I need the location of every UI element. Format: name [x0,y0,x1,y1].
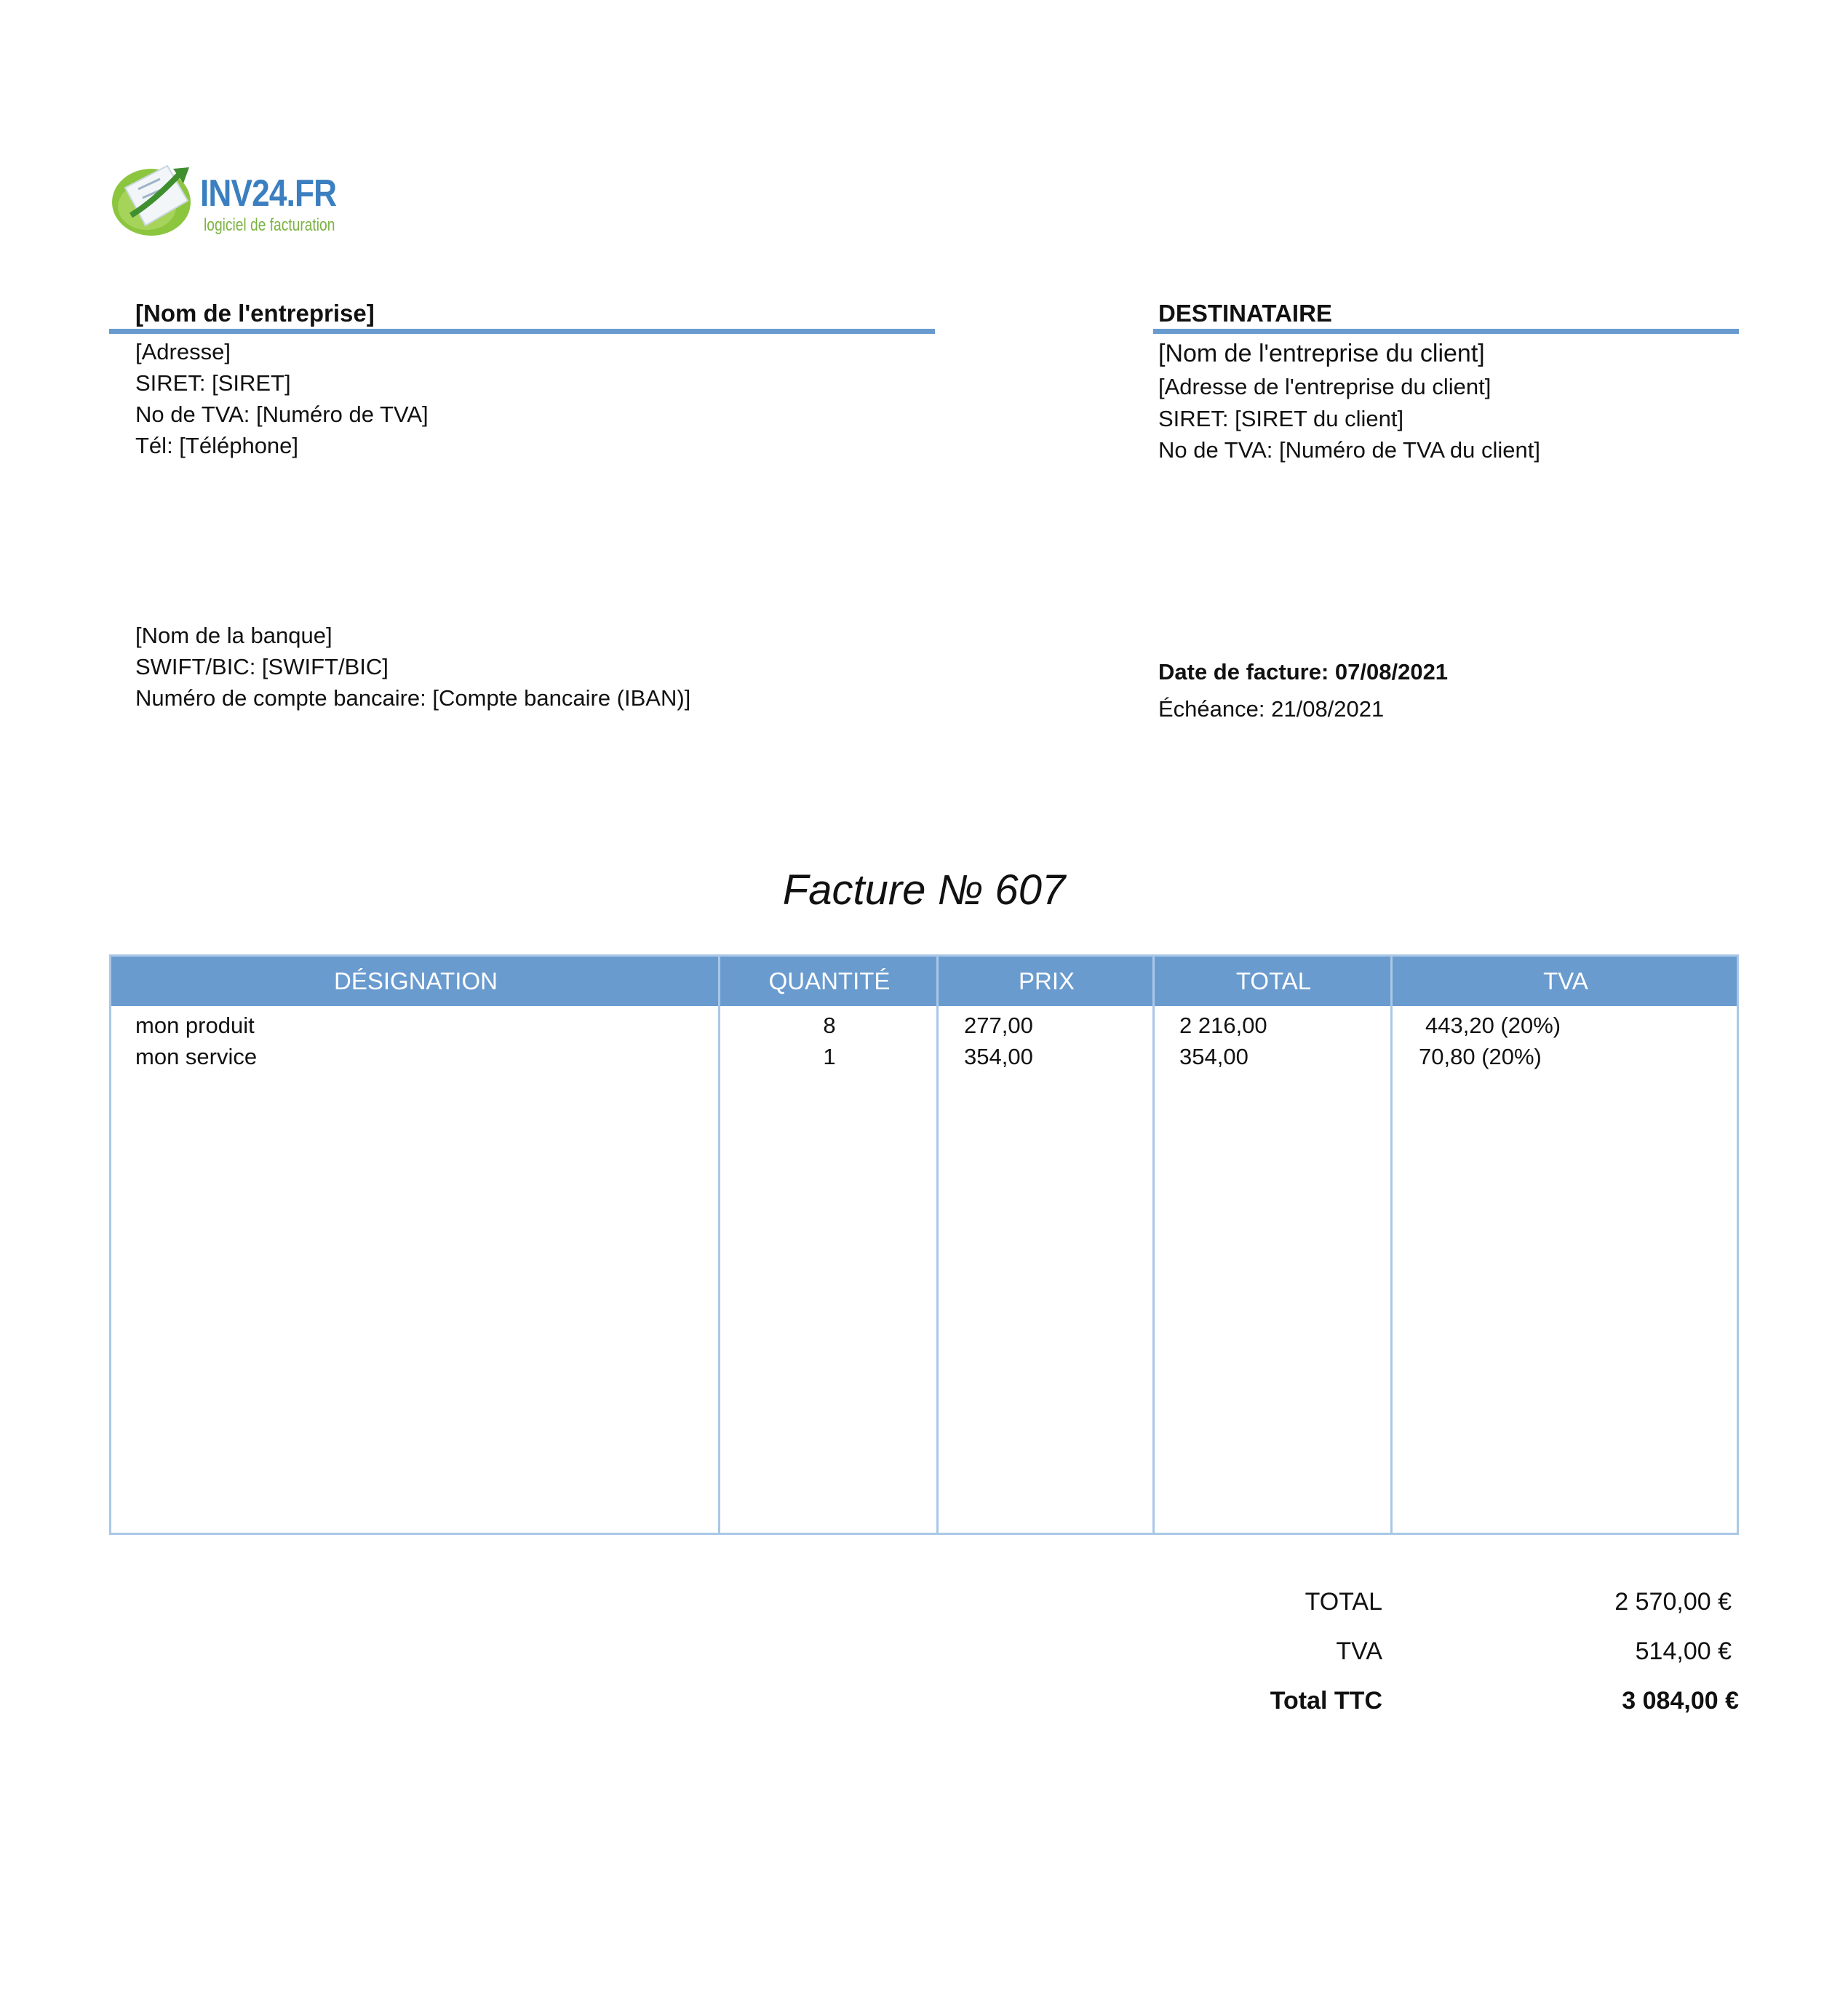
header-designation: DÉSIGNATION [334,967,498,994]
recipient-address: [Adresse de l'entreprise du client] [1158,374,1491,399]
logo-name: INV24.FR [200,172,337,215]
recipient-divider [1153,329,1739,334]
ttc-label: Total TTC [1270,1687,1382,1715]
recipient-vat-number: No de TVA: [Numéro de TVA du client] [1158,437,1540,463]
header-price: PRIX [1018,967,1075,994]
due-date: Échéance: 21/08/2021 [1158,696,1385,722]
row-price: 354,00 [964,1044,1033,1069]
row-vat: 443,20 (20%) [1425,1013,1561,1038]
company-logo [109,159,364,246]
seller-divider [109,329,935,334]
invoice-date: Date de facture: 07/08/2021 [1158,659,1449,685]
column-divider [936,957,939,1533]
recipient-siret: SIRET: [SIRET du client] [1158,406,1404,431]
recipient-title: DESTINATAIRE [1158,300,1332,327]
header-vat: TVA [1543,967,1588,994]
row-price: 277,00 [964,1013,1033,1038]
header-total: TOTAL [1235,967,1312,994]
row-quantity: 1 [823,1044,836,1069]
invoice-title: Facture № 607 [782,866,1066,914]
bank-swift: SWIFT/BIC: [SWIFT/BIC] [135,654,389,679]
items-table [109,954,1739,1535]
column-divider [1152,957,1155,1533]
bank-details [135,620,690,714]
row-designation: mon service [135,1044,258,1069]
recipient-details [1158,336,1540,466]
tva-value: 514,00 € [1635,1637,1732,1665]
logo-tagline: logiciel de facturation [204,215,335,235]
column-divider [718,957,720,1533]
seller-phone: Tél: [Téléphone] [135,433,299,458]
logo-emblem-icon [109,159,196,239]
total-label: TOTAL [1305,1588,1382,1616]
row-total: 354,00 [1179,1044,1248,1069]
table-header [111,957,1737,1006]
row-vat: 70,80 (20%) [1419,1044,1542,1069]
bank-iban: Numéro de compte bancaire: [Compte bancaire (IBAN)] [135,685,691,711]
row-quantity: 8 [823,1013,836,1038]
ttc-value: 3 084,00 € [1622,1687,1739,1715]
seller-siret: SIRET: [SIRET] [135,370,291,396]
totals-block [1164,1588,1739,1733]
row-total: 2 216,00 [1179,1013,1267,1038]
column-divider [1390,957,1393,1533]
seller-title: [Nom de l'entreprise] [135,300,375,327]
header-quantity: QUANTITÉ [768,967,891,994]
total-value: 2 570,00 € [1614,1588,1732,1616]
seller-details [135,336,429,461]
row-designation: mon produit [135,1013,255,1038]
recipient-company-name: [Nom de l'entreprise du client] [1158,340,1485,367]
seller-vat-number: No de TVA: [Numéro de TVA] [135,402,429,427]
seller-address: [Adresse] [135,339,231,364]
bank-name: [Nom de la banque] [135,623,332,648]
tva-label: TVA [1336,1637,1382,1665]
